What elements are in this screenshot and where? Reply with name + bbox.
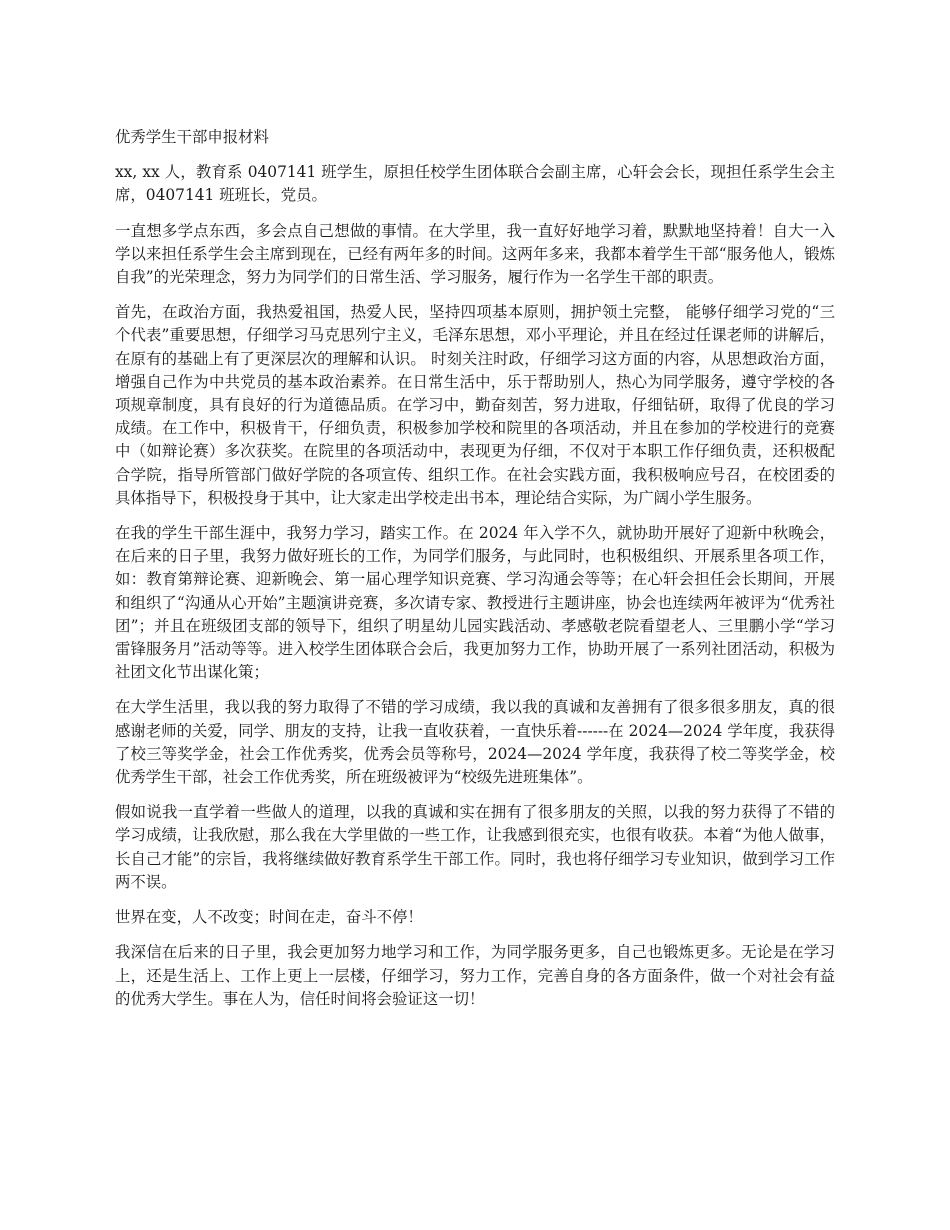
paragraph-intro: xx, xx 人，教育系 0407141 班学生，原担任校学生团体联合会副主席，心轩会会长，现担任系学生会主席，0407141 班班长，党员。: [115, 163, 835, 205]
document-page: [115, 126, 835, 1023]
paragraph-career: 在我的学生干部生涯中，我努力学习，踏实工作。在 2024 年入学不久，就协助开展好了迎新中秋晚会，在后来的日子里，我努力做好班长的工作，为同学们服务，与此同时，也积极组织、开展系里各项工作，如：教育第辩论赛、迎新晚会、第一届心理学知识竞赛、学习沟通会等等；在心轩会担任会长期间，开展和组织了“沟通从心开始”主题演讲竞赛，多次请专家、教授进行主题讲座，协会也连续两年被评为“优秀社团”；并且在班级团支部的领导下，组织了明星幼儿园实践活动、孝感敬老院看望老人、三里鹏小学“学习雷锋服务月”活动等等。进入校学生团体联合会后，我更加努力工作，协助开展了一系列社团活动，积极为社团文化节出谋化策；: [115, 524, 835, 682]
paragraph-conclusion: 我深信在后来的日子里，我会更加努力地学习和工作，为同学服务更多，自己也锻炼更多。无论是在学习上，还是生活上、工作上更上一层楼，仔细学习，努力工作，完善自身的各方面条件，做一个对社会有益的优秀大学生。事在人为，信任时间将会验证这一切！: [115, 943, 835, 1008]
paragraph-motto: 世界在变，人不改变；时间在走，奋斗不停！: [115, 908, 423, 927]
paragraph-achievements: 在大学生活里，我以我的努力取得了不错的学习成绩，我以我的真诚和友善拥有了很多很多朋友，真的很感谢老师的关爱，同学、朋友的支持，让我一直收获着，一直快乐着------在 2024—2024 学年度，我获得了校三等奖学金，社会工作优秀奖，优秀会员等称号，2024—2024 学年度，我获得了校二等奖学金，校优秀学生干部，社会工作优秀奖，所在班级被评为“校级先进班集体”。: [115, 698, 835, 787]
paragraph-politics: 首先，在政治方面，我热爱祖国，热爱人民，坚持四项基本原则，拥护领土完整， 能够仔细学习党的“三个代表”重要思想，仔细学习马克思列宁主义，毛泽东思想，邓小平理论，并且在经过任课老师的讲解后，在原有的基础上有了更深层次的理解和认识。 时刻关注时政，仔细学习这方面的内容，从思想政治方面，增强自己作为中共党员的基本政治素养。在日常生活中，乐于帮助别人，热心为同学服务，遵守学校的各项规章制度，具有良好的行为道德品质。在学习中，勤奋刻苦，努力进取，仔细钻研，取得了优良的学习成绩。在工作中，积极肯干，仔细负责，积极参加学校和院里的各项活动，并且在参加的学校进行的竞赛中（如辩论赛）多次获奖。在院里的各项活动中，表现更为仔细，不仅对于本职工作仔细负责，还积极配合学院，指导所管部门做好学院的各项宣传、组织工作。在社会实践方面，我积极响应号召，在校团委的具体指导下，积极投身于其中，让大家走出学校走出书本，理论结合实际，为广阔小学生服务。: [115, 303, 835, 507]
document-title: 优秀学生干部申报材料: [115, 128, 269, 146]
paragraph-reflection: 假如说我一直学着一些做人的道理，以我的真诚和实在拥有了很多朋友的关照，以我的努力获得了不错的学习成绩，让我欣慰，那么我在大学里做的一些工作，让我感到很充实，也很有收获。本着“为他人做事，长自己才能”的宗旨，我将继续做好教育系学生干部工作。同时，我也将仔细学习专业知识，做到学习工作两不误。: [115, 803, 835, 891]
paragraph-overview: 一直想多学点东西，多会点自己想做的事情。在大学里，我一直好好地学习着，默默地坚持着！自大一入学以来担任系学生会主席到现在，已经有两年多的时间。这两年多来，我都本着学生干部“服务他人，锻炼自我”的光荣理念，努力为同学们的日常生活、学习服务，履行作为一名学生干部的职责。: [115, 221, 835, 287]
